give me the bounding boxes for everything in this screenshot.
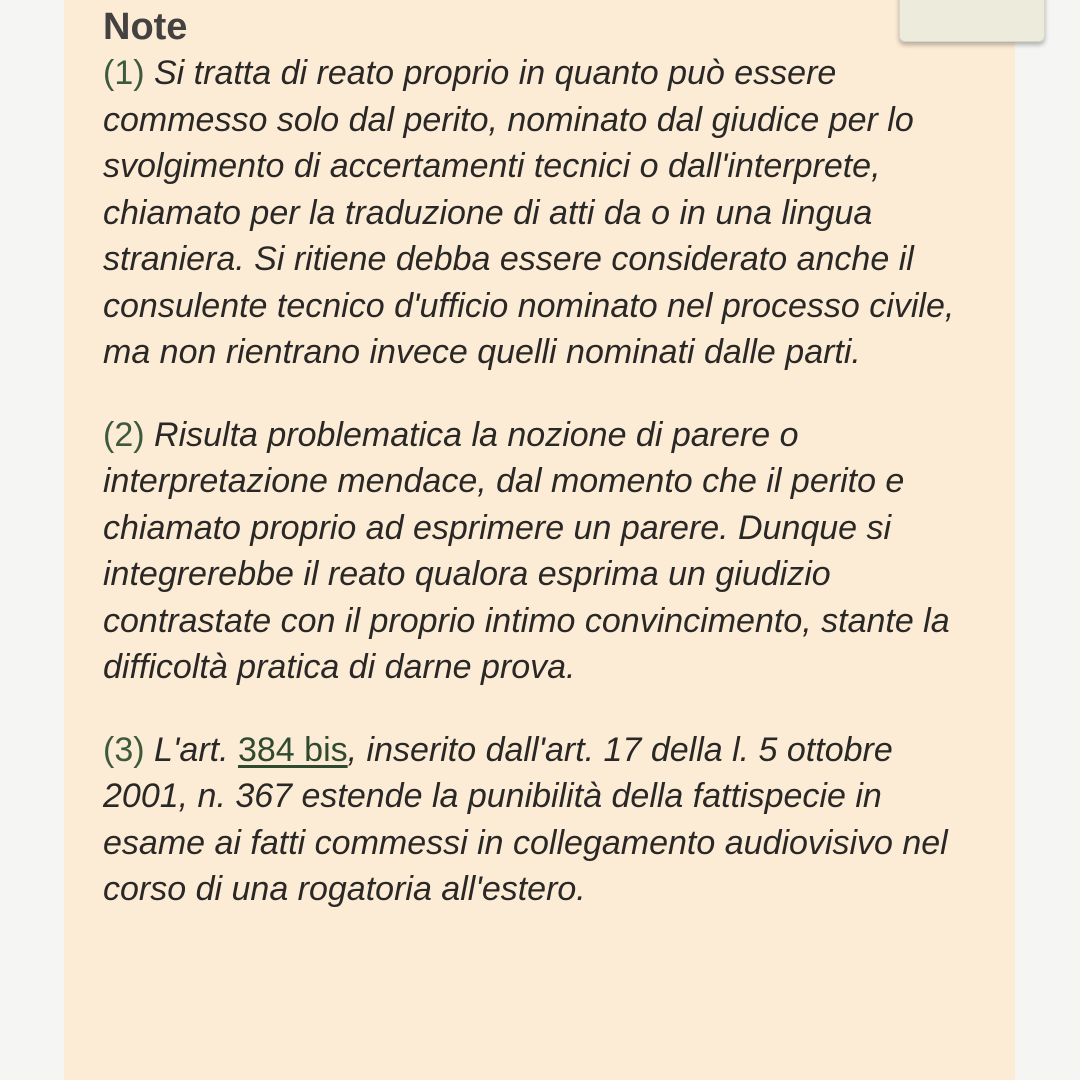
note-text: Si tratta di reato proprio in quanto può essere commesso solo dal perito, nominato dal giudice per lo svolgimento di accertamenti tecnici o dall'interprete, chiamato per la traduzione di atti da o in una lingua straniera. Si ritiene debba essere considerato anche il consulente tecnico d'ufficio nominato nel processo civile, ma non rientrano invece quelli nominati dalle parti.	[103, 54, 955, 371]
note-number: (3)	[103, 730, 145, 769]
article-link[interactable]: 384 bis	[237, 730, 348, 769]
note-text: Risulta problematica la nozione di parere o interpretazione mendace, dal momento che il perito e chiamato proprio ad esprimere un parere. Dunque si integrerebbe il reato qualora esprima un giudizio contrastate con il proprio intimo convincimento, stante la difficoltà pratica di darne prova.	[103, 415, 950, 686]
notes-title: Note	[103, 6, 188, 48]
notes-content	[103, 4, 983, 949]
note-3	[103, 727, 983, 913]
note-text: L'art.	[144, 730, 238, 769]
note-number: (2)	[103, 415, 145, 454]
note-text: , inserito dall'art. 17 della l. 5 ottobre 2001, n. 367 estende la punibilità della fattispecie in esame ai fatti commessi in collegamento audiovisivo nel corso di una rogatoria all'estero.	[103, 730, 948, 908]
note-number: (1)	[103, 54, 145, 92]
note-1	[103, 50, 983, 376]
note-2	[103, 412, 983, 691]
